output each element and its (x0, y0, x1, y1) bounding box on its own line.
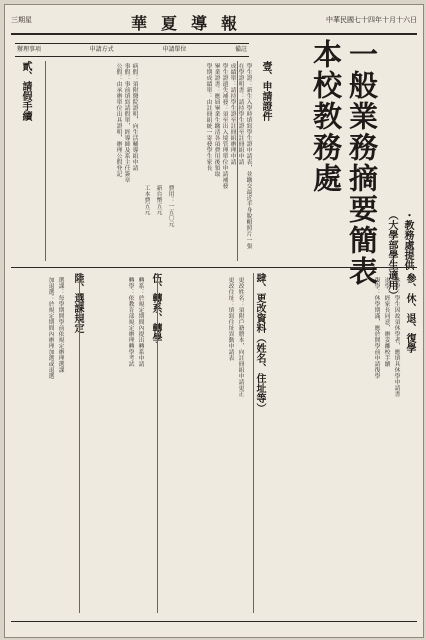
section-heading-5: 伍、轉系、轉學 (150, 273, 161, 343)
column-text: 成績單：請持學生證至註冊組辦理申請 (229, 63, 235, 165)
masthead: 華夏導報 (131, 14, 252, 33)
column-text: 選課：每學期開學前依規定辦理選課 (57, 277, 63, 373)
table-header-cell: 辦理事項 (17, 46, 42, 53)
column-text: 學期成績單：由註冊組統一寄發學生家長 (205, 63, 211, 171)
newspaper-page (4, 4, 424, 638)
table-header (15, 43, 249, 57)
column-text: 復學：休學期滿，應於開學前申請復學 (373, 277, 379, 379)
column-text: 畢業證書：應屆畢業生繳清各項費用後領取 (213, 63, 219, 177)
column-rule (157, 273, 158, 613)
fee-note: 工本費五元 (143, 185, 149, 215)
column-text: 轉學：依教育部規定辦理轉學考試 (127, 277, 133, 367)
section-heading-3: 參、休、退、復學 (404, 273, 415, 353)
table-header-cell: 申請方式 (89, 46, 114, 53)
table-header-cell: 備註 (234, 46, 247, 53)
column-text: 更改姓名：須附戶籍謄本，向註冊組申請更正 (237, 277, 243, 397)
column-text: 更改住址：填寫住址異動申請表 (227, 277, 233, 361)
publication-date: 中華民國七十四年十月十六日 (326, 16, 417, 24)
column-text: 休學：學生因故須休學者，應填具休學申請書 (393, 277, 399, 397)
column-text: 在學證明書：請持學生證至註冊組申請 (237, 63, 243, 165)
page-header (11, 11, 417, 35)
column-text: 學生證：新生入學時填寫學生證申請表，並繳交最近半身脫帽照片一張 (245, 63, 251, 249)
column-text: 病假：須附醫院證明，向生活輔導組申請 (131, 63, 137, 171)
bottom-divider (11, 621, 417, 622)
column-text: 加退選：於規定期間內辦理加選或退選 (47, 277, 53, 379)
table-header-cell: 申請單位 (162, 46, 187, 53)
section-heading-6: 陸、選課規定 (72, 273, 83, 333)
section-heading-4: 肆、更改資料（姓名、住址等） (254, 273, 265, 413)
applicability-note: （大學部學生適用） (386, 210, 397, 300)
column-text: 事假：事前填寫請假單，經導師及系主任簽章 (123, 63, 129, 183)
column-text: 退學：經家長同意，辦妥離校手續 (383, 277, 389, 367)
section-heading-2: 貳、請假手續 (20, 61, 31, 121)
fee-note: 費用：一五〇元 (167, 185, 173, 227)
fee-note: 新台幣五元 (155, 185, 161, 215)
column-text: 公假：由承辦單位出具證明，辦理公假登記 (115, 63, 121, 177)
column-rule (253, 273, 254, 613)
title-line-1: 本校教務處 (309, 39, 343, 194)
section-heading-1: 壹、申請證件 (260, 61, 271, 121)
horizontal-divider (11, 267, 417, 268)
title-line-2: 一般業務摘要簡表 (345, 39, 379, 287)
column-text: 學生證遺失補發：須至出入境管理單位申請補發 (221, 63, 227, 189)
issue-label: 三期星 (11, 16, 32, 24)
provider-note: ・教務處提供・ (402, 210, 413, 280)
column-text: 轉系：於規定期間內提出轉系申請 (137, 277, 143, 367)
column-rule (45, 61, 46, 261)
column-rule (79, 273, 80, 613)
